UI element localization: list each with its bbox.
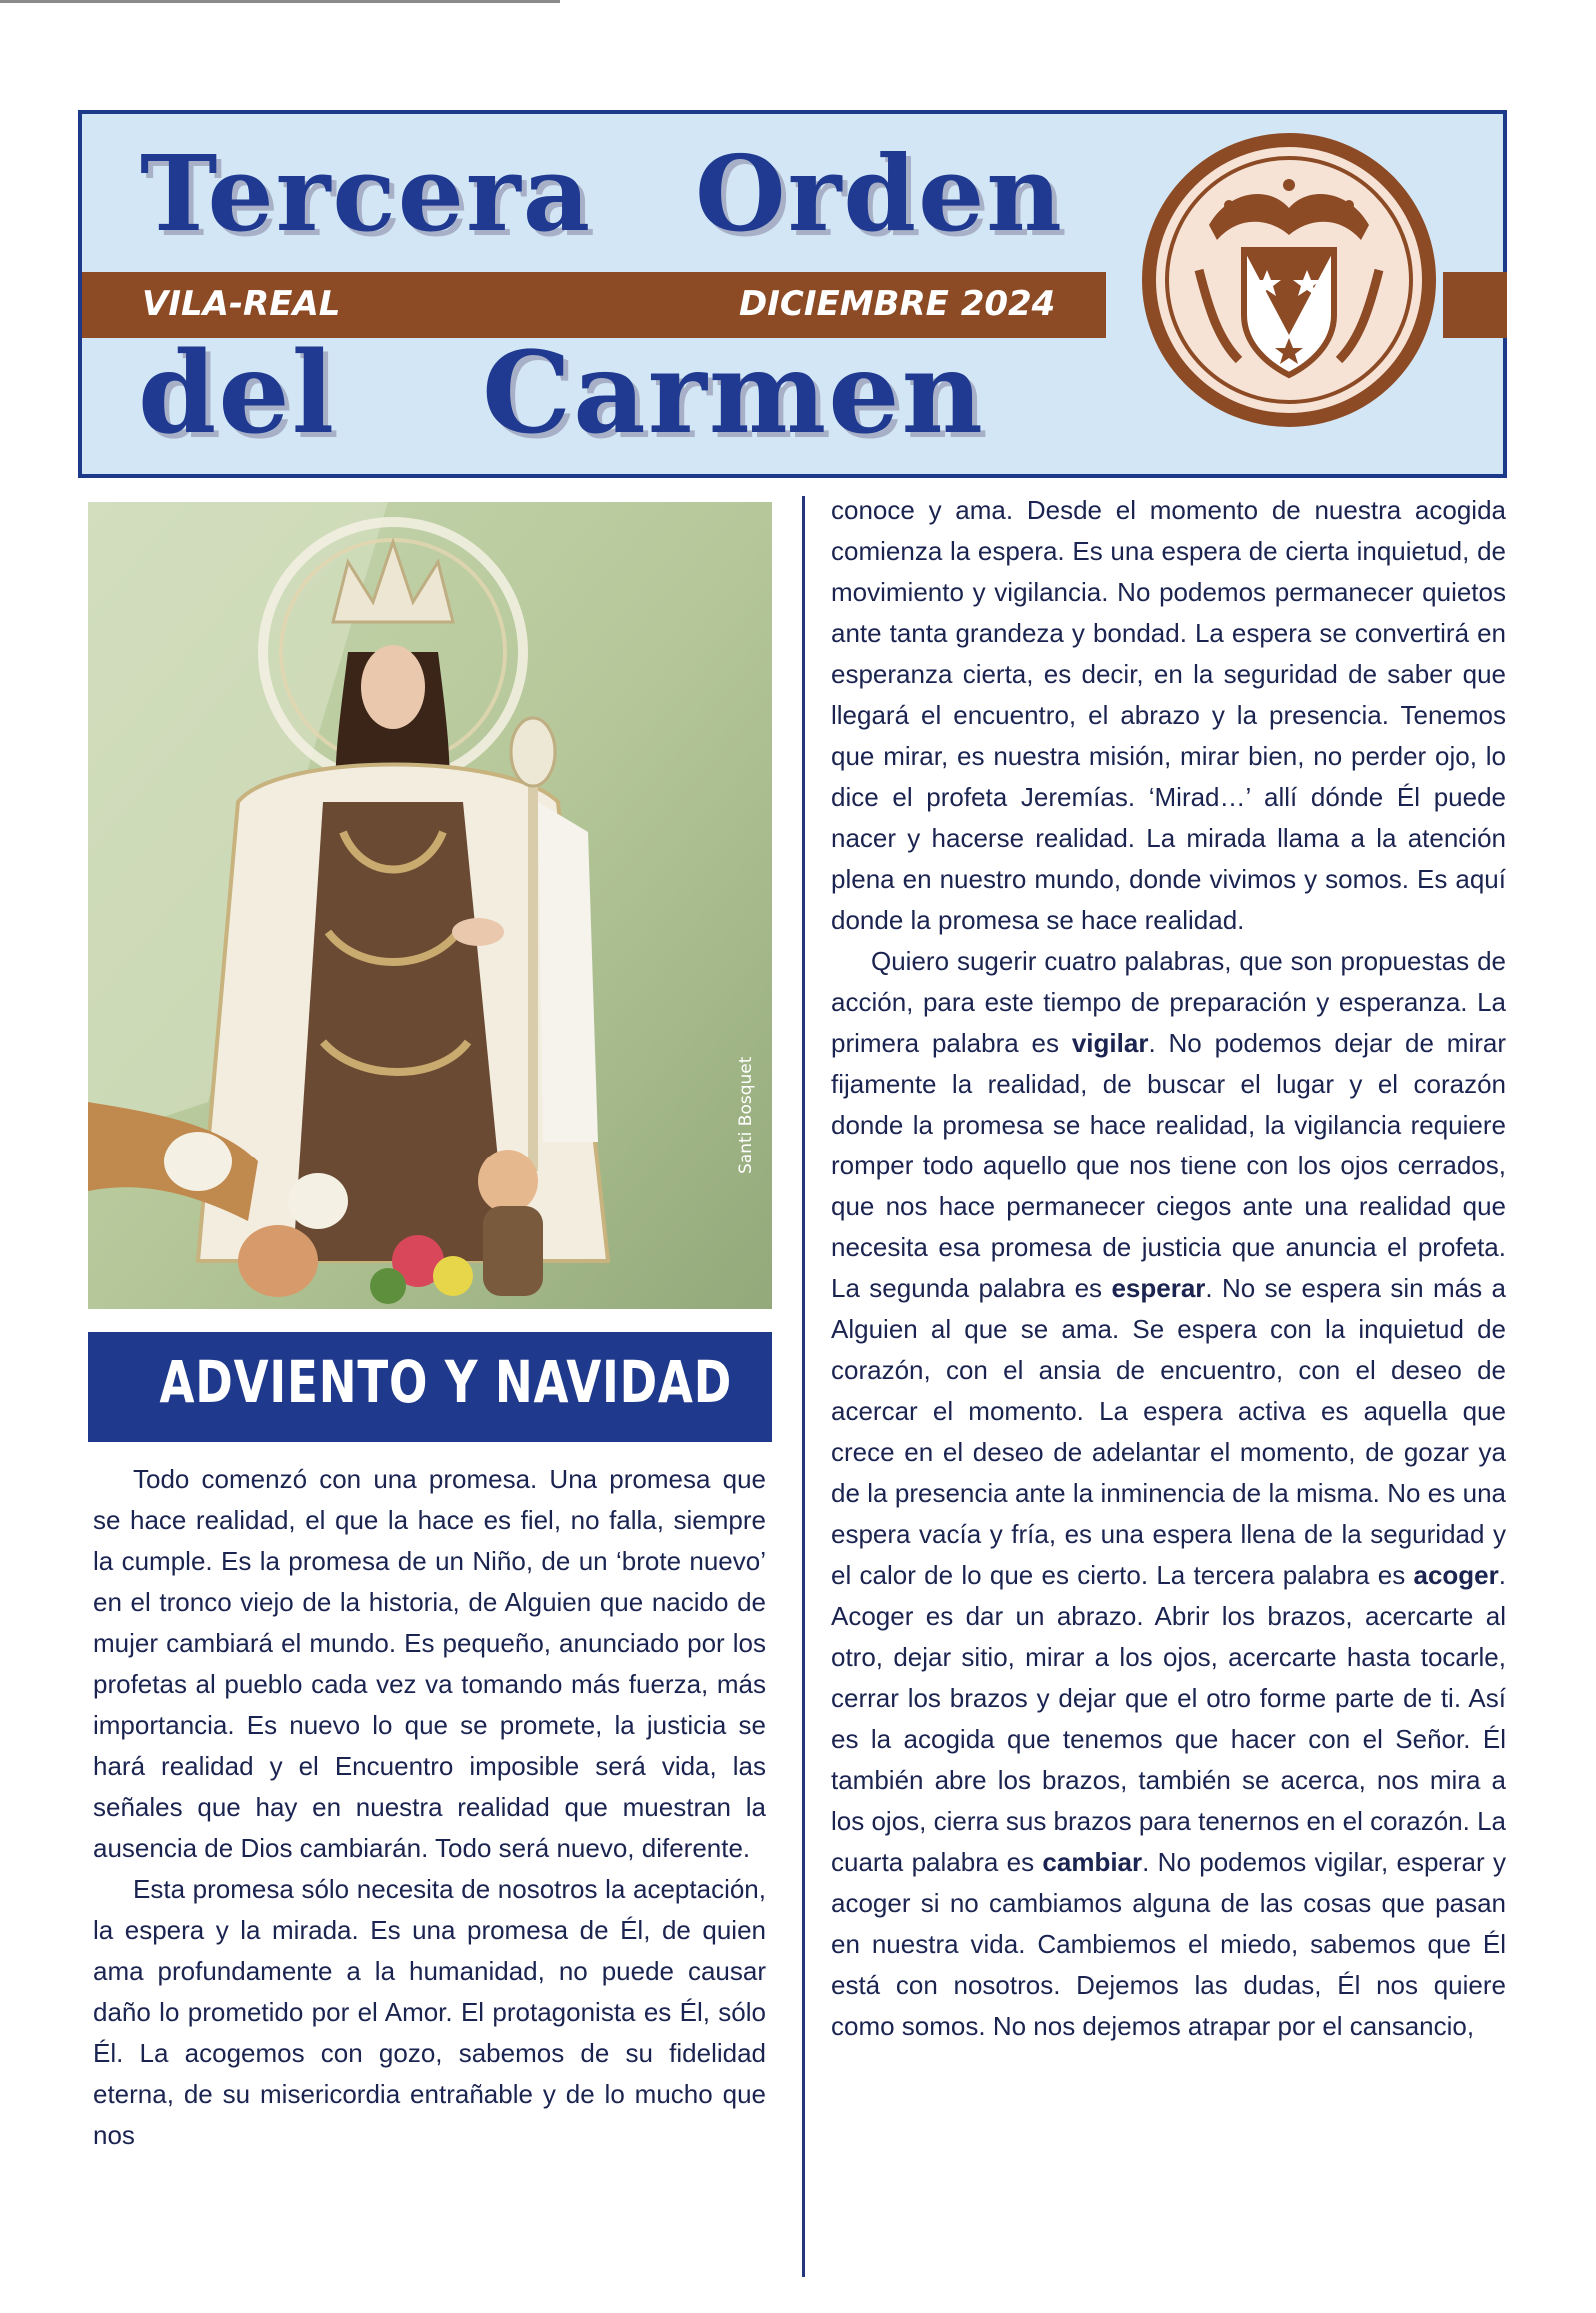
masthead-band-right — [1443, 272, 1507, 338]
title-word-carmen: Carmen — [482, 328, 985, 459]
right-text-c: . No se espera sin más a Alguien al que se ama. Se espera con la inquietud de corazón, con el ansia de encuentro, con el deseo de acercar el momento. La espera activa es aquella que crece en el deseo de adelantar el momento, de gozar ya de la presencia ante la inminencia de la misma. No es una espera vacía y fría, es una espera llena de la seguridad y el calor de lo que es cierto. La tercera palabra es — [831, 1273, 1506, 1590]
right-text-b: . No podemos dejar de mirar fijamente la realidad, de buscar el lugar y el corazón donde la promesa se hace realidad, la vigilancia requiere romper todo aquello que nos tiene con los ojos cerrados, que nos hace permanecer ciegos ante una realidad que necesita esa promesa de justicia que anuncia el profeta. La segunda palabra es — [831, 1028, 1506, 1303]
keyword-cambiar: cambiar — [1042, 1847, 1143, 1877]
left-column — [93, 1459, 766, 2156]
right-paragraph-1: conoce y ama. Desde el momento de nuestra acogida comienza la espera. Es una espera de cierta inquietud, de movimiento y vigilancia. No podemos permanecer quietos ante tanta grandeza y bondad. La espera se convertirá en esperanza cierta, es decir, en la seguridad de saber que llegará el encuentro, el abrazo y la presencia. Tenemos que mirar, es nuestra misión, mirar bien, no perder ojo, lo dice el profeta Jeremías. ‘Mirad…’ allí dónde Él puede nacer y hacerse realidad. La mirada llama a la atención plena en nuestro mundo, donde vivimos y somos. Es aquí donde la promesa se hace realidad. — [831, 495, 1506, 935]
title-word-orden: Orden — [695, 132, 1064, 255]
article-heading: ADVIENTO Y NAVIDAD — [159, 1348, 733, 1416]
column-divider — [802, 496, 805, 2277]
title-word-tercera: Tercera — [140, 132, 593, 255]
location-label: VILA-REAL — [142, 284, 341, 324]
virgin-statue-photo — [88, 502, 772, 1309]
keyword-acoger: acoger — [1413, 1560, 1499, 1590]
issue-date: DICIEMBRE 2024 — [739, 284, 1056, 324]
left-paragraph-1: Todo comenzó con una promesa. Una promesa que se hace realidad, el que la hace es fiel, no falla, siempre la cumple. Es la promesa de un Niño, de un ‘brote nuevo’ en el tronco viejo de la historia, de Alguien que nacido de mujer cambiará el mundo. Es pequeño, anunciado por los profetas al pueblo cada vez va tomando más fuerza, más importancia. Es nuevo lo que se promete, la justicia se hará realidad y el Encuentro imposible será vida, las señales que hay en nuestra realidad que muestran la ausencia de Dios cambiarán. Todo será nuevo, diferente. — [93, 1464, 766, 1863]
right-text-e: . No podemos vigilar, esperar y acoger si no cambiamos alguna de las cosas que pasan en nuestra vida. Cambiemos el miedo, sabemos que Él está con nosotros. Dejemos las dudas, Él nos quiere como somos. No nos dejemos atrapar por el cansancio, — [831, 1847, 1506, 2041]
right-paragraph-2 — [831, 941, 1506, 2047]
left-paragraph-2: Esta promesa sólo necesita de nosotros la aceptación, la espera y la mirada. Es una promesa de Él, de quien ama profundamente a la humanidad, no puede causar daño lo prometido por el Amor. El protagonista es Él, sólo Él. La acogemos con gozo, sabemos de su fidelidad eterna, de su misericordia entrañable y de lo mucho que nos — [93, 1874, 766, 2150]
virgin-carmen-statue-image — [88, 502, 772, 1309]
right-text-d: . Acoger es dar un abrazo. Abrir los brazos, acercarte al otro, dejar sitio, mirar a los ojos, acercarte hasta tocarle, cerrar los brazos y dejar que el otro forme parte de ti. Así es la acogida que tenemos que hacer con el Señor. Él también abre los brazos, también se acerca, nos mira a los ojos, cierra sus brazos para tenernos en el corazón. La cuarta palabra es — [831, 1560, 1506, 1877]
photo-credit: Santi Bosquet — [736, 1056, 756, 1174]
right-text-a: Quiero sugerir cuatro palabras, que son propuestas de acción, para este tiempo de preparación y esperanza. La primera palabra es — [831, 946, 1506, 1058]
carmelite-seal-icon — [1139, 130, 1439, 430]
article-heading-box — [88, 1332, 772, 1442]
keyword-esperar: esperar — [1111, 1273, 1206, 1303]
keyword-vigilar: vigilar — [1071, 1028, 1149, 1058]
masthead — [78, 110, 1507, 478]
right-column — [831, 490, 1506, 2047]
title-word-del: del — [138, 328, 337, 459]
scan-edge-line — [0, 0, 560, 3]
